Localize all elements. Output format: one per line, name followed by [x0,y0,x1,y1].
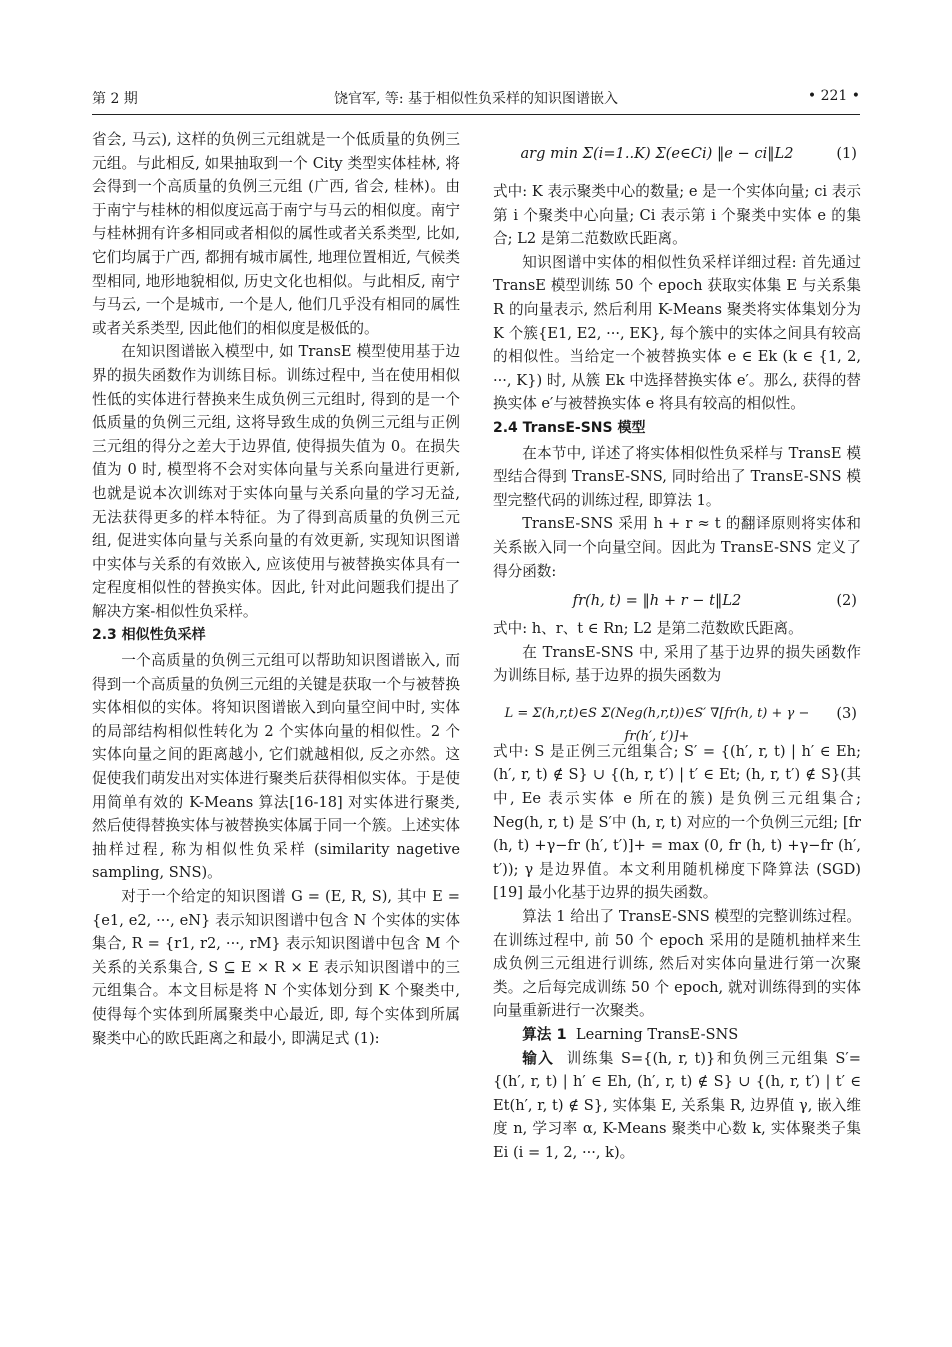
algorithm-input-label: 输入 [522,1049,555,1067]
paragraph: 式中: S 是正例三元组集合; S′ = {(h′, r, t) | h′ ∈ Eh; (h′, r, t) ∉ S} ∪ {(h, r, t′) | t′ ∈ Et; (h, r, t′) ∉ S}(其中, Ee 表示实体 e 所在的簇) 是负例三元组集合; Neg(h, r, t) 是 S′中 (h, r, t) 对应的一个负例三元组; [fr (h, t) +γ−fr (h′, t′)]+ = max (0, fr (h, t) +γ−fr (h′, t′)); γ 是边界值。本文利用随机梯度下降算法 (SGD)[19] 最小化基于边界的损失函数。 [493,742,861,902]
paragraph: 在本节中, 详述了将实体相似性负采样与 TransE 模型结合得到 TransE-SNS, 同时给出了 TransE-SNS 模型完整代码的训练过程, 即算法 1。 [493,444,861,509]
equation-3 [493,690,861,745]
equation-1 [493,130,861,178]
equation-number: (2) [836,592,857,610]
paragraph: 算法 1 给出了 TransE-SNS 模型的完整训练过程。在训练过程中, 前 50 个 epoch 采用的是随机抽样来生成负例三元组进行训练, 然后对实体向量进行第一次聚类。之后每完成训练 50 个 epoch, 就对训练得到的实体向量重新进行一次聚类。 [493,908,861,1020]
equation-2 [493,585,861,615]
left-column [92,128,460,1050]
paragraph: 一个高质量的负例三元组可以帮助知识图谱嵌入, 而得到一个高质量的负例三元组的关键是获取一个与被替换实体相似的实体。将知识图谱嵌入到向量空间中时, 实体的局部结构相似性转化为 2 个实体向量的相似性。2 个实体向量之间的距离越小, 它们就越相似, 反之亦然。这促使我们萌发出对实体进行聚类后获得相似实体。于是使用简单有效的 K-Means 算法[16-18] 对实体进行聚类, 然后使得替换实体与被替换实体属于同一个簇。上述实体抽样过程, 称为相似性负采样 (similarity nagetive sampling, SNS)。 [92,652,460,882]
paragraph: 对于一个给定的知识图谱 G = (E, R, S), 其中 E = {e1, e2, ···, eN} 表示知识图谱中包含 N 个实体的实体集合, R = {r1, r2, ···, rM} 表示知识图谱中包含 M 个关系的关系集合, S ⊆ E × R × E 表示知识图谱中的三元组集合。本文目标是将 N 个实体划分到 K 个聚类中, 使得每个实体到所属聚类中心最近, 即, 每个实体到所属聚类中心的欧氏距离之和最小, 即满足式 (1): [92,888,460,1047]
paragraph: TransE-SNS 采用 h + r ≈ t 的翻译原则将实体和关系嵌入同一个向量空间。因此为 TransE-SNS 定义了得分函数: [493,515,861,580]
paragraph: 在 TransE-SNS 中, 采用了基于边界的损失函数作为训练目标, 基于边界的损失函数为 [493,643,861,685]
equation-body: fr(h, t) = ‖h + r − t‖L2 [572,592,742,610]
section-heading-2-3: 2.3 相似性负采样 [92,627,206,644]
paragraph: 式中: h、r、t ∈ Rn; L2 是第二范数欧氏距离。 [493,620,803,638]
paragraph: 式中: K 表示聚类中心的数量; e 是一个实体向量; ci 表示第 i 个聚类中心向量; Ci 表示第 i 个聚类中实体 e 的集合; L2 是第二范数欧氏距离。 [493,183,861,248]
running-header [92,88,860,112]
equation-number: (3) [836,704,857,722]
header-rule [92,114,860,115]
paragraph: 知识图谱中实体的相似性负采样详细过程: 首先通过 TransE 模型训练 50 个 epoch 获取实体集 E 与关系集 R 的向量表示, 然后利用 K-Means 聚类将实体集划分为 K 个簇{E1, E2, ···, EK}, 每个簇中的实体之间具有较高的相似性。当给定一个被替换实体 e ∈ Ek (k ∈ {1, 2, ···, K}) 时, 从簇 Ek 中选择替换实体 e′。那么, 获得的替换实体 e′与被替换实体 e 将具有较高的相似性。 [493,253,861,413]
algorithm-title [493,1023,861,1047]
section-heading-2-4: 2.4 TransE-SNS 模型 [493,419,646,436]
paragraph: 省会, 马云), 这样的负例三元组就是一个低质量的负例三元组。与此相反, 如果抽取到一个 City 类型实体桂林, 将会得到一个高质量的负例三元组 (广西, 省会, 桂林)。由于南宁与桂林的相似度远高于南宁与马云的相似度。南宁与桂林拥有许多相同或者相似的属性或者关系类型, 比如, 它们均属于广西, 都拥有城市属性, 地理位置相近, 气候类型相同, 地形地貌相似, 历史文化也相似。与此相反, 南宁与马云, 一个是城市, 一个是人, 他们几乎没有相同的属性或者关系类型, 因此他们的相似度是极低的。 [92,131,460,337]
algorithm-name: Learning TransE-SNS [575,1026,739,1043]
algorithm-label: 算法 1 [522,1026,567,1043]
equation-number: (1) [836,145,857,162]
algorithm-input-text: 训练集 S={(h, r, t)}和负例三元组集 S′= {(h′, r, t) | h′ ∈ Eh, (h′, r, t) ∉ S} ∪ {(h, r, t′) | t′ ∈ Et(h′, r, t) ∉ S}, 实体集 E, 关系集 R, 边界值 γ, 嵌入维度 n, 学习率 α, K-Means 聚类中心数 k, 实体聚类子集 Ei (i = 1, 2, ···, k)。 [493,1049,861,1161]
paragraph: 在知识图谱嵌入模型中, 如 TransE 模型使用基于边界的损失函数作为训练目标。训练过程中, 当在使用相似性低的实体进行替换来生成负例三元组时, 得到的是一个低质量的负例三元组, 这将导致生成的负例三元组与正例三元组的得分之差大于边界值, 使得损失值为 0。在损失值为 0 时, 模型将不会对实体向量与关系向量进行更新, 也就是说本次训练对于实体向量与关系向量的学习无益, 无法获得更多的样本特征。为了得到高质量的负例三元组, 促进实体向量与关系向量的有效更新, 实现知识图谱中实体与关系的有效嵌入, 应该使用与被替换实体具有一定程度相似性的替换实体。因此, 针对此问题我们提出了解决方案-相似性负采样。 [92,343,460,620]
equation-body: L = Σ(h,r,t)∈S Σ(Neg(h,r,t))∈S′ ∇[fr(h, t) + γ − fr(h′, t′)]+ [504,705,810,745]
issue-label: 第 2 期 [92,91,138,107]
algorithm-input [493,1047,861,1165]
equation-body: arg min Σ(i=1..K) Σ(e∈Ci) ‖e − ci‖L2 [520,145,794,162]
page-number: • 221 • [807,88,860,104]
right-column [493,128,861,1165]
running-title: 饶官军, 等: 基于相似性负采样的知识图谱嵌入 [333,91,619,107]
